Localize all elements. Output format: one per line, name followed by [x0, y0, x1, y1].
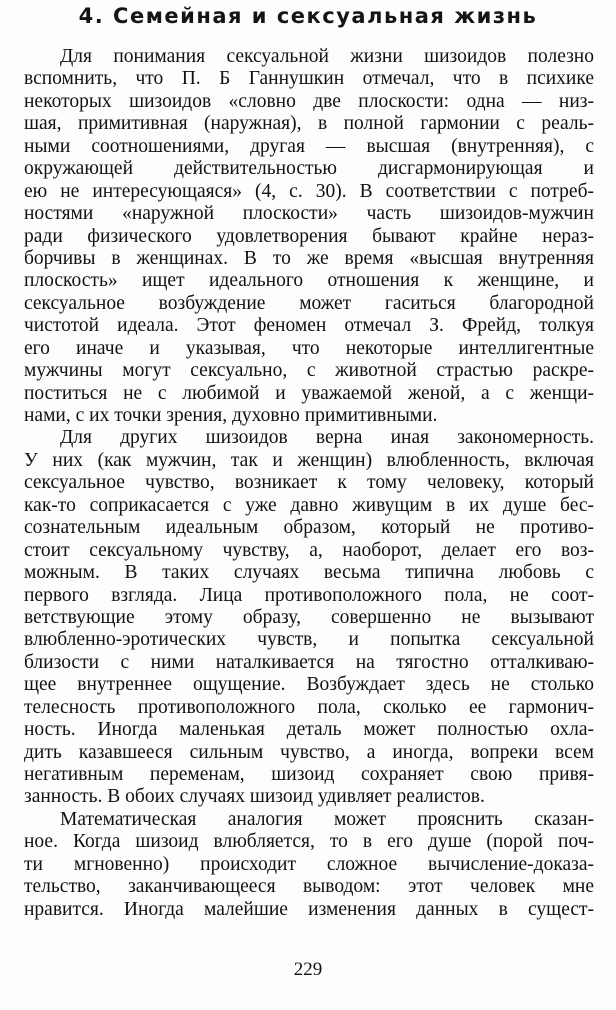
text-line: сексуальное чувство, возникает к тому человеку, который	[24, 472, 594, 494]
body-text	[24, 46, 594, 921]
text-line: влюбленно-эротических чувств, и попытка сексуальной	[24, 629, 594, 651]
text-line: чистотой идеала. Этот феномен отмечал З. Фрейд, толкуя	[24, 315, 594, 337]
text-line: щее внутреннее ощущение. Возбуждает здесь не столько	[24, 674, 594, 696]
page-number: 229	[293, 959, 323, 980]
text-line: занность. В обоих случаях шизоид удивляет реалистов.	[24, 786, 485, 808]
text-line: Для понимания сексуальной жизни шизоидов полезно	[60, 46, 594, 67]
text-line: его иначе и указывая, что некоторые интеллигентные	[24, 337, 594, 359]
paragraph	[24, 427, 594, 808]
text-line: сексуальное возбуждение может гаситься благородной	[24, 292, 594, 314]
text-line: близости с ними наталкивается на тягостно отталкиваю-	[24, 651, 594, 673]
text-line: поститься не с любимой и уважаемой женой, а с женщи-	[24, 382, 594, 404]
text-line: сознательным идеальным образом, который не противо-	[24, 517, 594, 539]
text-line: негативным переменам, шизоид сохраняет свою привя-	[24, 764, 594, 785]
text-line: можным. В таких случаях весьма типична любовь с	[24, 562, 594, 584]
text-line: первого взгляда. Лица противоположного пола, не соот-	[24, 584, 594, 606]
text-line: ность. Иногда маленькая деталь может полностью охла-	[24, 719, 594, 741]
text-line: шая, примитивная (наружная), в полной гармонии с реаль-	[24, 113, 594, 135]
text-line: некоторых шизоидов «словно две плоскости: одна — низ-	[24, 90, 594, 112]
text-line: ветствующие этому образу, совершенно не вызывают	[24, 606, 594, 628]
text-line: как-то соприкасается с уже давно живущим в их душе бес-	[24, 494, 594, 516]
text-line: У них (как мужчин, так и женщин) влюбленность, включая	[24, 449, 594, 471]
text-line: ными соотношениями, другая — высшая (внутренняя), с	[24, 135, 594, 157]
text-line: стоит сексуальному чувству, а, наоборот, делает его воз-	[24, 539, 594, 561]
paragraph	[24, 809, 594, 921]
text-line: окружающей действительностью дисгармонирующая и	[24, 158, 594, 180]
text-line: ею не интересующаяся» (4, с. 30). В соответствии с потреб-	[24, 180, 594, 202]
text-line: ради физического удовлетворения бывают крайне нераз-	[24, 225, 594, 247]
paragraph	[24, 46, 594, 427]
text-line: Математическая аналогия может прояснить сказан-	[60, 808, 594, 830]
text-line: ностями «наружной плоскости» часть шизоидов-мужчин	[24, 203, 594, 225]
text-line: ти мгновенно) происходит сложное вычисление-доказа-	[24, 853, 594, 875]
text-line: тельство, заканчивающееся выводом: этот человек мне	[24, 876, 594, 898]
section-heading: 4. Семейная и сексуальная жизнь	[78, 4, 538, 28]
text-line: ное. Когда шизоид влюбляется, то в его душе (порой поч-	[24, 831, 594, 853]
text-line: плоскость» ищет идеального отношения к женщине, и	[24, 270, 594, 292]
text-line: телесность противоположного пола, сколько ее гармонич-	[24, 696, 594, 718]
text-line: борчивы в женщинах. В то же время «высшая внутренняя	[24, 247, 594, 269]
text-line: дить казавшееся сильным чувство, а иногда, вопреки всем	[24, 741, 594, 763]
text-line: Для других шизоидов верна иная закономерность.	[60, 427, 594, 449]
text-line: нравится. Иногда малейшие изменения данных в сущест-	[24, 898, 594, 920]
text-line: вспомнить, что П. Б Ганнушкин отмечал, что в психике	[24, 68, 594, 90]
text-line: мужчины могут сексуально, с животной страстью раскре-	[24, 360, 594, 382]
text-line: нами, с их точки зрения, духовно примитивными.	[24, 405, 438, 426]
